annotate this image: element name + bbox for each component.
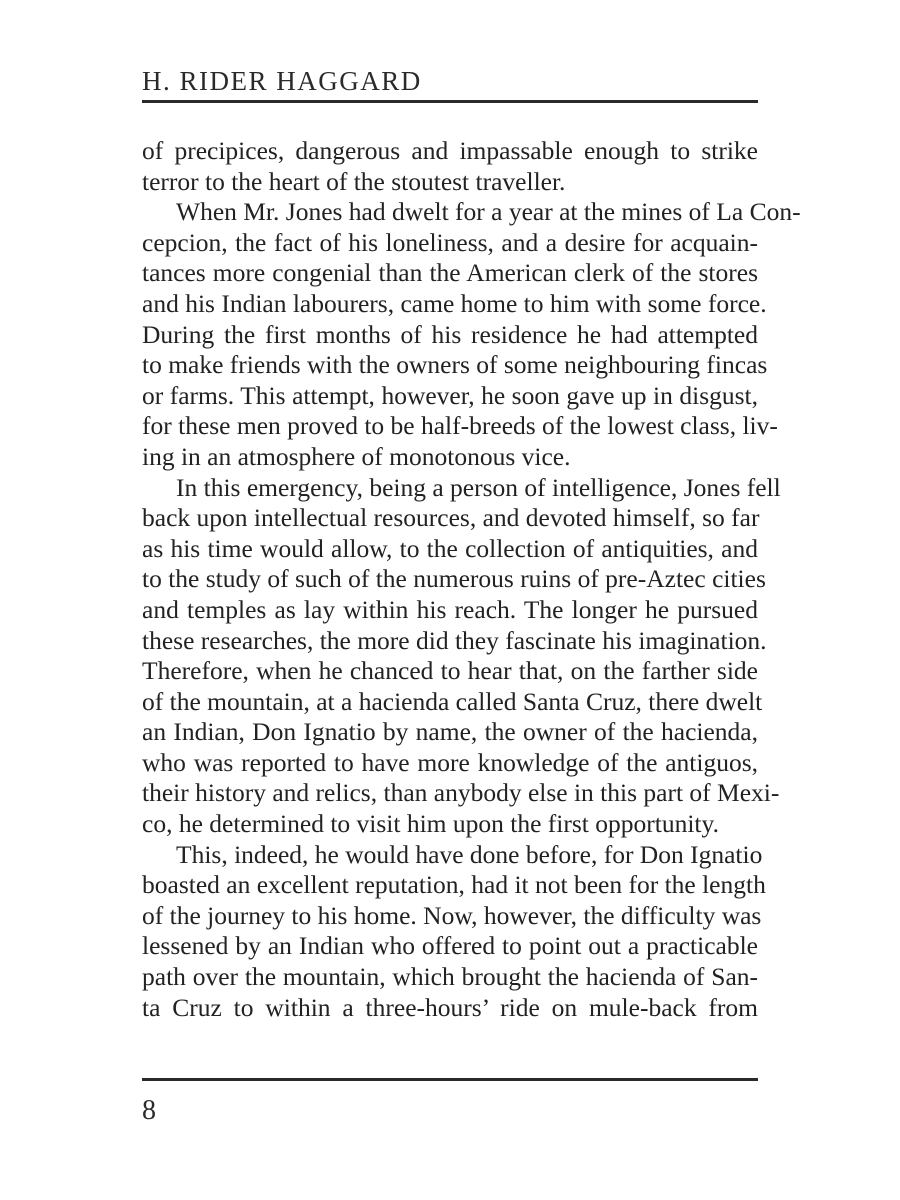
text-line: or farms. This attempt, however, he soon gave up in disgust, <box>142 380 758 410</box>
text-line: their history and relics, than anybody else in this part of Mexi- <box>142 778 780 808</box>
text-line: path over the mountain, which brought the hacienda of San- <box>142 962 758 992</box>
running-head-author: H. RIDER HAGGARD <box>142 66 422 96</box>
text-line: and his Indian labourers, came home to him with some force. <box>142 288 767 318</box>
footer-rule <box>142 1078 758 1081</box>
text-line: During the first months of his residence he had attempted <box>142 319 758 349</box>
text-line: cepcion, the fact of his loneliness, and a desire for acquain- <box>142 227 758 257</box>
text-line: ta Cruz to within a three-hours’ ride on mule-back from <box>142 992 758 1022</box>
text-line: to make friends with the owners of some neighbouring fincas <box>142 350 768 380</box>
text-line: When Mr. Jones had dwelt for a year at the mines of La Con- <box>176 197 801 227</box>
text-line: to the study of such of the numerous ruins of pre-Aztec cities <box>142 564 766 594</box>
text-line: In this emergency, being a person of intelligence, Jones fell <box>176 472 781 502</box>
text-line: lessened by an Indian who offered to point out a practicable <box>142 931 758 961</box>
text-line: co, he determined to visit him upon the first opportunity. <box>142 809 719 839</box>
text-line: of precipices, dangerous and impassable enough to strike <box>142 136 758 165</box>
text-line: Therefore, when he chanced to hear that, on the farther side <box>142 656 758 686</box>
text-line: boasted an excellent reputation, had it not been for the length <box>142 870 766 900</box>
text-line: these researches, the more did they fascinate his imagination. <box>142 625 767 655</box>
text-line: and temples as lay within his reach. The longer he pursued <box>142 594 758 624</box>
text-line: as his time would allow, to the collection of antiquities, and <box>142 533 758 563</box>
text-line: of the mountain, at a hacienda called Santa Cruz, there dwelt <box>142 686 763 716</box>
page-number: 8 <box>142 1095 156 1126</box>
text-line: ing in an atmosphere of monotonous vice. <box>142 441 571 471</box>
text-line: for these men proved to be half-breeds of the lowest class, liv- <box>142 411 778 441</box>
header-rule <box>142 100 758 103</box>
text-line: of the journey to his home. Now, however, the difficulty was <box>142 900 762 930</box>
text-line: This, indeed, he would have done before, for Don Ignatio <box>176 839 763 869</box>
text-line: who was reported to have more knowledge of the antiguos, <box>142 747 758 777</box>
text-line: tances more congenial than the American clerk of the stores <box>142 258 758 288</box>
body-text <box>142 136 801 1023</box>
text-line: an Indian, Don Ignatio by name, the owner of the hacienda, <box>142 717 758 747</box>
text-line: terror to the heart of the stoutest traveller. <box>142 166 566 196</box>
text-line: back upon intellectual resources, and devoted himself, so far <box>142 503 760 533</box>
